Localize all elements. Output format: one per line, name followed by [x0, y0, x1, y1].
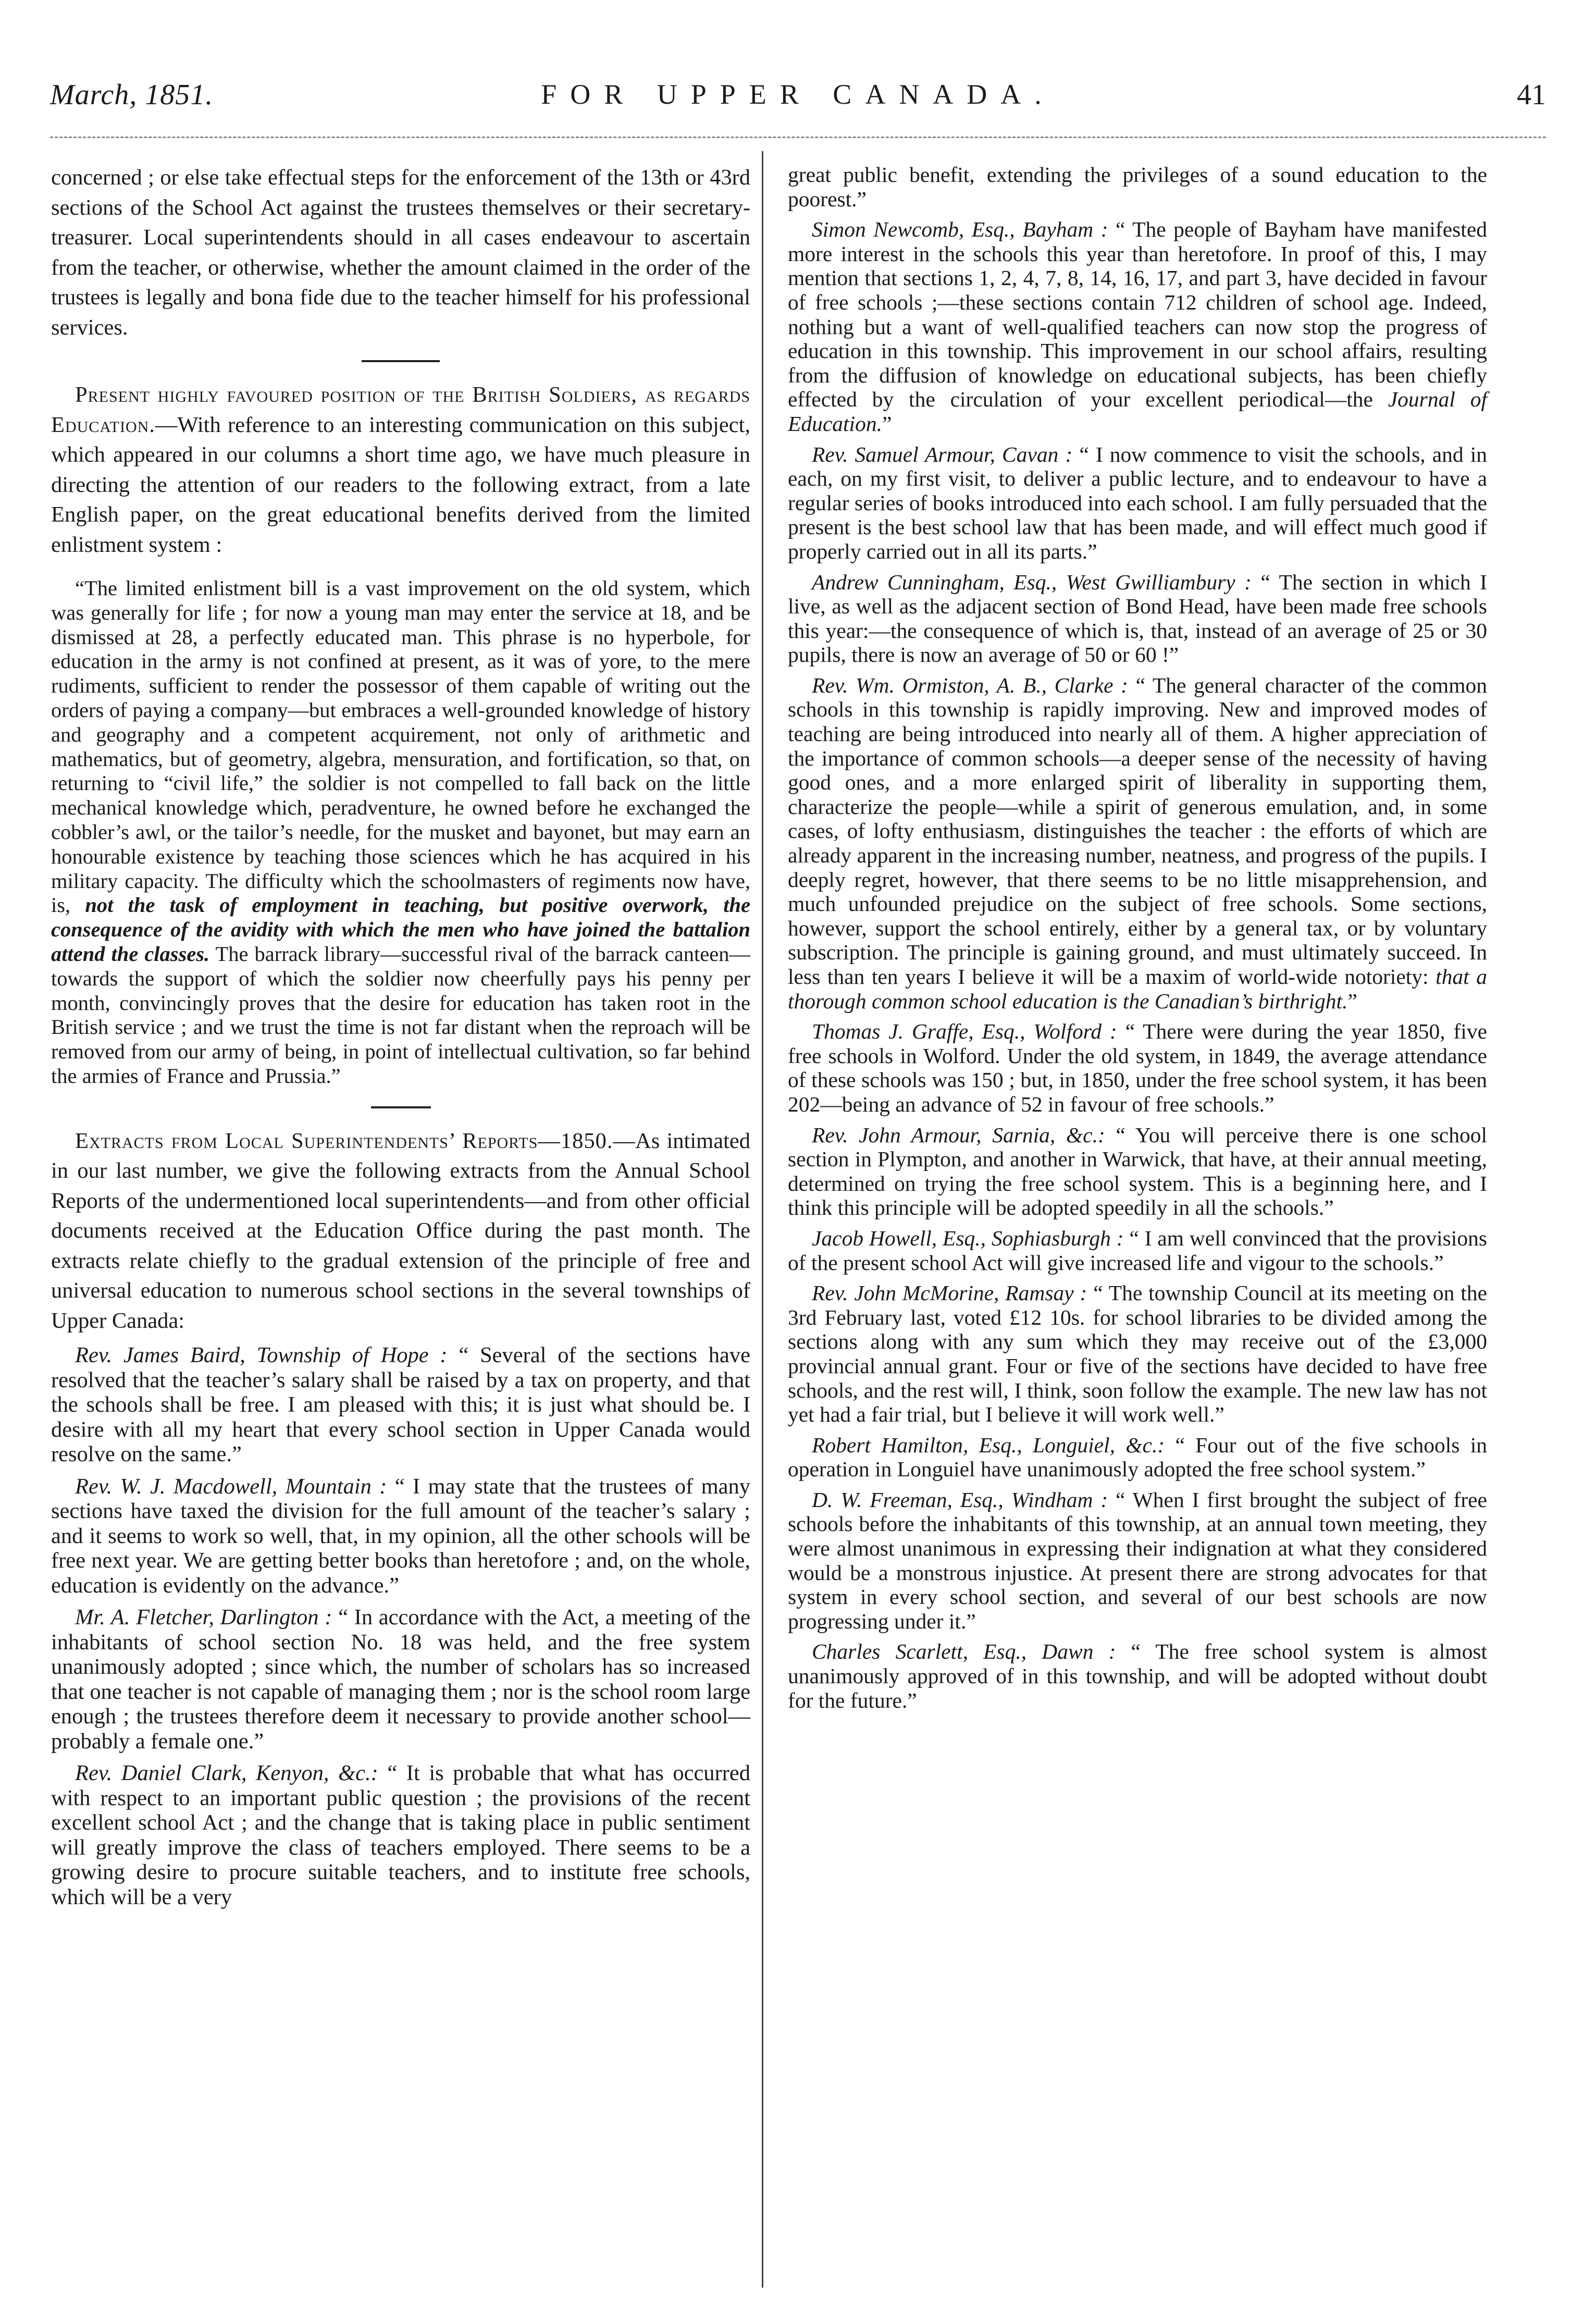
soldiers-heading: Present highly favoured position of the British Soldiers, as regards Education. [51, 382, 750, 437]
extract-italic: that a thorough common school education is the Canadian’s birthright. [788, 965, 1488, 1013]
superintendent-name: Thomas J. Graffe, Esq., Wolford : [812, 1019, 1117, 1044]
report-extract [51, 1343, 750, 1467]
superintendent-name: Rev. Daniel Clark, Kenyon, &c.: [75, 1761, 378, 1786]
superintendent-name: Rev. Wm. Ormiston, A. B., Clarke : [812, 673, 1128, 697]
superintendent-name: Andrew Cunningham, Esq., West Gwilliambury : [812, 570, 1252, 594]
superintendent-name: Rev. Samuel Armour, Cavan : [812, 442, 1073, 466]
extract-text: “ Four out of the five schools in operation in Longuiel have unanimously adopted the free school system.” [788, 1433, 1488, 1482]
left-entries [51, 1336, 750, 1909]
extracts-heading: Extracts from Local Superintendents’ Reports—1850. [75, 1128, 613, 1153]
right-entries [788, 211, 1487, 1712]
extract-tail: ” [1347, 989, 1357, 1013]
column-divider [762, 151, 763, 2288]
quote-body: “The limited enlistment bill is a vast improvement on the old system, which was generally for life ; for now a young man may enter the service at 18, and be dismissed at 28, a perfectly educated man. This phrase is no hyperbole, for education in the army is not confined at present, as it was of yore, to the mere rudiments, sufficient to render the possessor of them capable of writing out the orders of paying a company—but embraces a well-grounded knowledge of history and geography and a competent acquirement, not only of arithmetic and mathematics, but of geometry, algebra, mensuration, and fortification, so that, on returning to “civil life,” the soldier is not compelled to fall back on the little mechanical knowledge which, peradventure, he owned before he exchanged the cobbler’s awl, or the tailor’s needle, for the musket and bayonet, but may earn an honourable existence by teaching those sciences which he has acquired in his military capacity. The difficulty which the schoolmasters of regiments now have, is, [51, 576, 750, 917]
extract-text: “ In accordance with the Act, a meeting of the inhabitants of school section No. 18 was held, and the free system unanimously adopted ; since which, the number of scholars has so increased that one teacher is not capable of managing them ; nor is the school room large enough ; the trustees therefore deem it necessary to provide another school—probably a female one.” [51, 1605, 751, 1754]
report-extract [788, 1226, 1487, 1275]
extract-text: “ The people of Bayham have manifested more interest in the schools this year than heretofore. In proof of this, I may mention that sections 1, 2, 4, 7, 8, 14, 16, 17, and part 3, have decided in favour of free schools ;—these sections contain 712 children of school age. Indeed, nothing but a want of well-qualified teachers can now stop the progress of education in this township. This improvement in our school affairs, resulting from the diffusion of knowledge on educational subjects, has been chiefly effected by the circulation of your excellent periodical—the [788, 217, 1487, 412]
extract-text: “ You will perceive there is one school section in Plympton, and another in Warwick, that have, at their annual meeting, determined on trying the free school system. This is a beginning here, and I think this principle will be adopted speedily in all the schools.” [788, 1122, 1487, 1220]
superintendent-name: Charles Scarlett, Esq., Dawn : [812, 1639, 1116, 1664]
extract-text: “ The general character of the common schools in this township is rapidly improving. New and improved modes of teaching are being introduced into nearly all of them. A higher appreciation of the importance of common schools—a deeper sense of the necessity of having good ones, and a more enlarged spirit of liberality in supporting them, characterize the people—while a spirit of generous emulation, and, in some cases, of lofty enthusiasm, distinguishes the teacher : the efforts of which are already apparent in the increasing number, neatness, and progress of the pupils. I deeply regret, however, that there seems to be no little misapprehension, and much unfounded prejudice on the subject of free schools. Some sections, however, support the school entirely, either by a general tax, or by voluntary subscription. The principle is gaining ground, and must ultimately succeed. In less than ten years I believe it will be a maxim of world-wide notoriety: [788, 673, 1487, 989]
soldiers-intro: —With reference to an interesting communication on this subject, which appeared in our columns a short time ago, we have much pleasure in directing the attention of our readers to the following extract, from a late English paper, on the great educational benefits derived from the limited enlistment system : [51, 412, 750, 557]
report-extract [788, 1433, 1487, 1482]
report-extract [788, 1639, 1487, 1712]
superintendent-name: Simon Newcomb, Esq., Bayham : [812, 217, 1108, 242]
header-rule [50, 137, 1546, 138]
page-number: 41 [1517, 79, 1546, 111]
report-extract [788, 1123, 1487, 1220]
continuation-text: great public benefit, extending the privileges of a sound education to the poorest.” [788, 163, 1487, 211]
superintendent-name: Jacob Howell, Esq., Sophiasburgh : [812, 1226, 1124, 1250]
extract-tail: ” [882, 411, 892, 436]
superintendent-name: Robert Hamilton, Esq., Longuiel, &c.: [812, 1433, 1165, 1457]
right-column [788, 163, 1487, 1712]
quote-end: The barrack library—successful rival of the barrack canteen—towards the support of which the soldier now cheerfully pays his penny per month, convincingly proves that the desire for education has taken root in the British service ; and we trust the time is not far distant when the reproach will be removed from our army of being, in point of intellectual cultivation, so far behind the armies of France and Prussia.” [51, 942, 750, 1088]
extract-text: “ I now commence to visit the schools, and in each, on my first visit, to deliver a public lecture, and to endeavour to have a regular series of books introduced into each school. I am fully persuaded that the present is the best school law that has been made, and will effect much good if properly carried out in all its parts.” [788, 442, 1487, 563]
report-extract [788, 570, 1487, 667]
report-extract [788, 1019, 1487, 1116]
extract-text: “ When I first brought the subject of free schools before the inhabitants of this township, at an annual town meeting, they were almost unanimous in expressing their indignation at what they considered would be a monstrous injustice. At present there are strong advocates for that system in every school section, and several of our best schools are now progressing under it.” [788, 1487, 1487, 1633]
report-extract [51, 1761, 750, 1909]
extract-text: “ I am well convinced that the provisions of the present school Act will give increased life and vigour to the schools.” [788, 1226, 1487, 1275]
superintendent-name: Rev. James Baird, Township of Hope : [75, 1343, 448, 1368]
extract-italic: Journal of Education. [788, 387, 1487, 436]
extracts-intro: —As intimated in our last number, we give the following extracts from the Annual School Reports of the undermentioned local superintendents—and from other official documents received at the Education Office during the past month. The extracts relate chiefly to the gradual extension of the principle of free and universal education to numerous school sections in the several townships of Upper Canada: [51, 1128, 750, 1333]
superintendent-name: Rev. John McMorine, Ramsay : [812, 1281, 1087, 1305]
extract-text: “ The free school system is almost unanimously approved of in this township, and will be adopted without doubt for the future.” [788, 1639, 1487, 1712]
extract-text: “ The section in which I live, as well as the adjacent section of Bond Head, have been made free schools this year:—the consequence of which is, that, instead of an average of 25 or 30 pupils, there is now an average of 50 or 60 !” [788, 570, 1487, 667]
superintendent-name: Rev. W. J. Macdowell, Mountain : [75, 1474, 387, 1499]
extract-text: “ It is probable that what has occurred with respect to an important public question ; the provisions of the recent excellent school Act ; and the change that is taking place in public sentiment will greatly improve the class of teachers employed. There seems to be a growing desire to procure suitable teachers, and to institute free schools, which will be a very [51, 1761, 750, 1909]
soldiers-article [51, 380, 750, 560]
quote-italic: not the task of employment in teaching, but positive overwork, the consequence of the avidity with which the men who have joined the battalion attend the classes. [51, 893, 750, 966]
extract-text: “ There were during the year 1850, five free schools in Wolford. Under the old system, in 1849, the average attendance of these schools was 150 ; but, in 1850, under the free school system, it has been 202—being an advance of 52 in favour of free schools.” [788, 1019, 1487, 1116]
page-header [50, 78, 1546, 120]
superintendent-name: Rev. John Armour, Sarnia, &c.: [812, 1122, 1105, 1147]
report-extract [51, 1605, 750, 1754]
extracts-article [51, 1126, 750, 1336]
report-extract [788, 442, 1487, 564]
section-divider [362, 360, 440, 362]
section-divider [371, 1106, 431, 1108]
extract-text: “ Several of the sections have resolved that the teacher’s salary shall be raised by a tax on property, and that the schools shall be free. I am pleased with this; it is just what should be. I desire with all my heart that every school section in Upper Canada would resolve on the same.” [51, 1343, 751, 1467]
running-title: FOR UPPER CANADA. [541, 79, 1055, 110]
report-extract [788, 1281, 1487, 1427]
superintendent-name: Mr. A. Fletcher, Darlington : [75, 1605, 332, 1630]
extract-text: “ I may state that the trustees of many sections have taxed the division for the full amount of the teacher’s salary ; and it seems to work so well, that, in my opinion, all the other schools will be free next year. We are getting better books than heretofore ; and, on the whole, education is evidently on the advance.” [51, 1474, 750, 1598]
soldiers-quote [51, 576, 750, 1089]
left-column [51, 163, 750, 1909]
issue-date: March, 1851. [50, 79, 214, 111]
report-extract [788, 673, 1487, 1013]
report-extract [51, 1474, 750, 1598]
report-extract [788, 217, 1487, 436]
report-extract [788, 1488, 1487, 1634]
extract-text: “ The township Council at its meeting on the 3rd February last, voted £12 10s. for school libraries to be divided among the sections along with any sum which they may receive out of the £3,000 provincial annual grant. Four or five of the sections have decided to have free schools, and the rest will, I think, soon follow the example. The new law has not yet had a fair trial, but I believe it will work well.” [788, 1281, 1487, 1427]
intro-paragraph: concerned ; or else take effectual steps for the enforcement of the 13th or 43rd sections of the School Act against the trustees themselves or their secretary-treasurer. Local superintendents should in all cases endeavour to ascertain from the teacher, or otherwise, whether the amount claimed in the order of the trustees is legally and bona fide due to the teacher himself for his professional services. [51, 165, 750, 340]
superintendent-name: D. W. Freeman, Esq., Windham : [812, 1487, 1108, 1512]
